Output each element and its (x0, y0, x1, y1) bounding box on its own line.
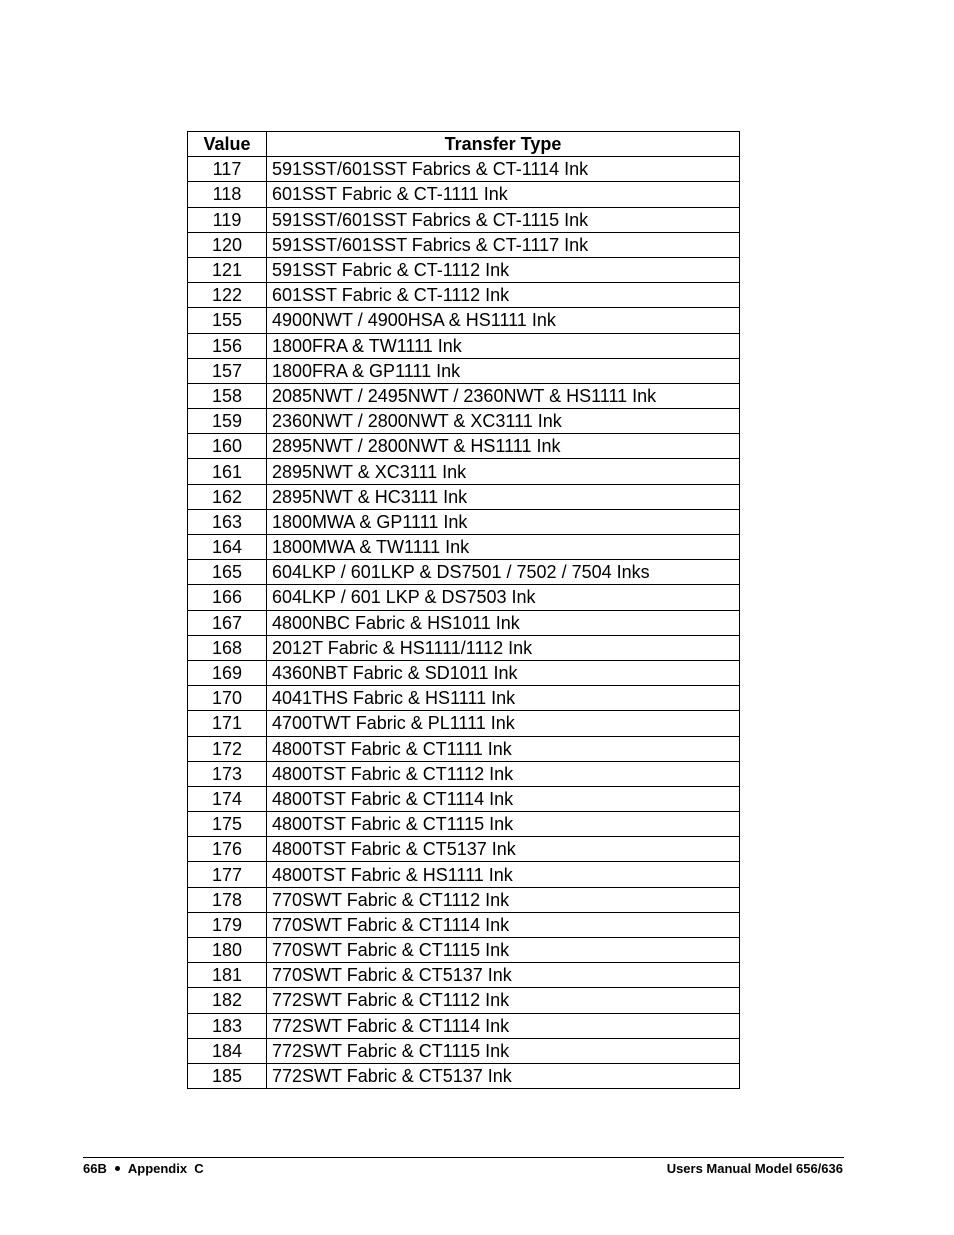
value-cell: 175 (188, 812, 267, 837)
value-cell: 171 (188, 711, 267, 736)
value-cell: 157 (188, 358, 267, 383)
table-row (188, 560, 740, 585)
table-row (188, 862, 740, 887)
value-cell: 182 (188, 988, 267, 1013)
transfer-type-cell: 4700TWT Fabric & PL1111 Ink (267, 711, 740, 736)
table-row (188, 157, 740, 182)
transfer-type-cell: 2895NWT / 2800NWT & HS1111 Ink (267, 434, 740, 459)
transfer-type-cell: 4800TST Fabric & CT1112 Ink (267, 761, 740, 786)
transfer-type-cell: 4800TST Fabric & CT1115 Ink (267, 812, 740, 837)
table-row (188, 383, 740, 408)
table-row (188, 283, 740, 308)
value-cell: 120 (188, 232, 267, 257)
value-cell: 179 (188, 912, 267, 937)
transfer-type-cell: 770SWT Fabric & CT5137 Ink (267, 963, 740, 988)
footer-divider (83, 1157, 844, 1158)
value-cell: 122 (188, 283, 267, 308)
table-row (188, 308, 740, 333)
table-row (188, 761, 740, 786)
transfer-type-cell: 4041THS Fabric & HS1111 Ink (267, 686, 740, 711)
value-cell: 155 (188, 308, 267, 333)
value-cell: 160 (188, 434, 267, 459)
transfer-type-cell: 4800TST Fabric & HS1111 Ink (267, 862, 740, 887)
value-cell: 166 (188, 585, 267, 610)
transfer-type-cell: 772SWT Fabric & CT1112 Ink (267, 988, 740, 1013)
transfer-type-cell: 604LKP / 601LKP & DS7501 / 7502 / 7504 Inks (267, 560, 740, 585)
table-row (188, 509, 740, 534)
value-cell: 177 (188, 862, 267, 887)
table-row (188, 1063, 740, 1088)
transfer-type-cell: 591SST Fabric & CT-1112 Ink (267, 257, 740, 282)
transfer-type-cell: 2012T Fabric & HS1111/1112 Ink (267, 635, 740, 660)
table-row (188, 686, 740, 711)
table-row (188, 459, 740, 484)
value-cell: 119 (188, 207, 267, 232)
transfer-type-cell: 601SST Fabric & CT-1111 Ink (267, 182, 740, 207)
table-row (188, 837, 740, 862)
value-cell: 121 (188, 257, 267, 282)
value-cell: 118 (188, 182, 267, 207)
transfer-type-cell: 770SWT Fabric & CT1112 Ink (267, 887, 740, 912)
table-row (188, 635, 740, 660)
value-cell: 169 (188, 660, 267, 685)
value-cell: 176 (188, 837, 267, 862)
transfer-type-cell: 2360NWT / 2800NWT & XC3111 Ink (267, 409, 740, 434)
value-cell: 181 (188, 963, 267, 988)
table-row (188, 232, 740, 257)
manual-title: Users Manual Model 656/636 (666, 1161, 843, 1176)
table-row (188, 585, 740, 610)
transfer-type-cell: 772SWT Fabric & CT1114 Ink (267, 1013, 740, 1038)
value-cell: 172 (188, 736, 267, 761)
transfer-type-cell: 591SST/601SST Fabrics & CT-1114 Ink (267, 157, 740, 182)
transfer-type-cell: 4900NWT / 4900HSA & HS1111 Ink (267, 308, 740, 333)
value-cell: 180 (188, 938, 267, 963)
value-cell: 164 (188, 535, 267, 560)
transfer-type-column-header: Transfer Type (267, 132, 740, 157)
value-cell: 117 (188, 157, 267, 182)
value-cell: 165 (188, 560, 267, 585)
value-cell: 170 (188, 686, 267, 711)
transfer-type-cell: 1800MWA & GP1111 Ink (267, 509, 740, 534)
table-row (188, 912, 740, 937)
table-row (188, 257, 740, 282)
transfer-type-cell: 2895NWT & XC3111 Ink (267, 459, 740, 484)
table-row (188, 1038, 740, 1063)
transfer-type-cell: 591SST/601SST Fabrics & CT-1117 Ink (267, 232, 740, 257)
transfer-type-cell: 591SST/601SST Fabrics & CT-1115 Ink (267, 207, 740, 232)
value-cell: 178 (188, 887, 267, 912)
footer-left (83, 1161, 204, 1176)
table-row (188, 786, 740, 811)
transfer-type-cell: 4800TST Fabric & CT5137 Ink (267, 837, 740, 862)
value-cell: 163 (188, 509, 267, 534)
transfer-type-cell: 2085NWT / 2495NWT / 2360NWT & HS1111 Ink (267, 383, 740, 408)
table-row (188, 736, 740, 761)
table-row (188, 812, 740, 837)
table-row (188, 610, 740, 635)
table-row (188, 660, 740, 685)
transfer-type-cell: 770SWT Fabric & CT1115 Ink (267, 938, 740, 963)
value-column-header: Value (188, 132, 267, 157)
transfer-type-cell: 4800TST Fabric & CT1114 Ink (267, 786, 740, 811)
transfer-type-cell: 772SWT Fabric & CT1115 Ink (267, 1038, 740, 1063)
transfer-type-cell: 770SWT Fabric & CT1114 Ink (267, 912, 740, 937)
value-cell: 183 (188, 1013, 267, 1038)
value-cell: 162 (188, 484, 267, 509)
value-cell: 156 (188, 333, 267, 358)
table-row (188, 938, 740, 963)
table-row (188, 409, 740, 434)
transfer-type-cell: 4360NBT Fabric & SD1011 Ink (267, 660, 740, 685)
value-cell: 159 (188, 409, 267, 434)
value-cell: 184 (188, 1038, 267, 1063)
table-row (188, 535, 740, 560)
table-row (188, 182, 740, 207)
section-name: Appendix C (127, 1161, 204, 1176)
transfer-type-cell: 772SWT Fabric & CT5137 Ink (267, 1063, 740, 1088)
transfer-type-cell: 604LKP / 601 LKP & DS7503 Ink (267, 585, 740, 610)
table-row (188, 434, 740, 459)
table-row (188, 711, 740, 736)
table-row (188, 484, 740, 509)
transfer-type-table (187, 131, 740, 1089)
table-header-row (188, 132, 740, 157)
transfer-type-cell: 601SST Fabric & CT-1112 Ink (267, 283, 740, 308)
value-cell: 161 (188, 459, 267, 484)
table-row (188, 333, 740, 358)
table-row (188, 207, 740, 232)
table-row (188, 988, 740, 1013)
value-cell: 185 (188, 1063, 267, 1088)
value-cell: 168 (188, 635, 267, 660)
value-cell: 174 (188, 786, 267, 811)
value-cell: 173 (188, 761, 267, 786)
table-row (188, 887, 740, 912)
table-row (188, 963, 740, 988)
table-body (188, 157, 740, 1089)
page-number: 66B (83, 1161, 107, 1176)
transfer-type-cell: 1800MWA & TW1111 Ink (267, 535, 740, 560)
table-row (188, 1013, 740, 1038)
table-row (188, 358, 740, 383)
transfer-type-cell: 1800FRA & GP1111 Ink (267, 358, 740, 383)
transfer-type-cell: 2895NWT & HC3111 Ink (267, 484, 740, 509)
value-cell: 167 (188, 610, 267, 635)
value-cell: 158 (188, 383, 267, 408)
transfer-type-cell: 1800FRA & TW1111 Ink (267, 333, 740, 358)
transfer-type-cell: 4800NBC Fabric & HS1011 Ink (267, 610, 740, 635)
transfer-type-cell: 4800TST Fabric & CT1111 Ink (267, 736, 740, 761)
bullet-icon (115, 1166, 120, 1171)
